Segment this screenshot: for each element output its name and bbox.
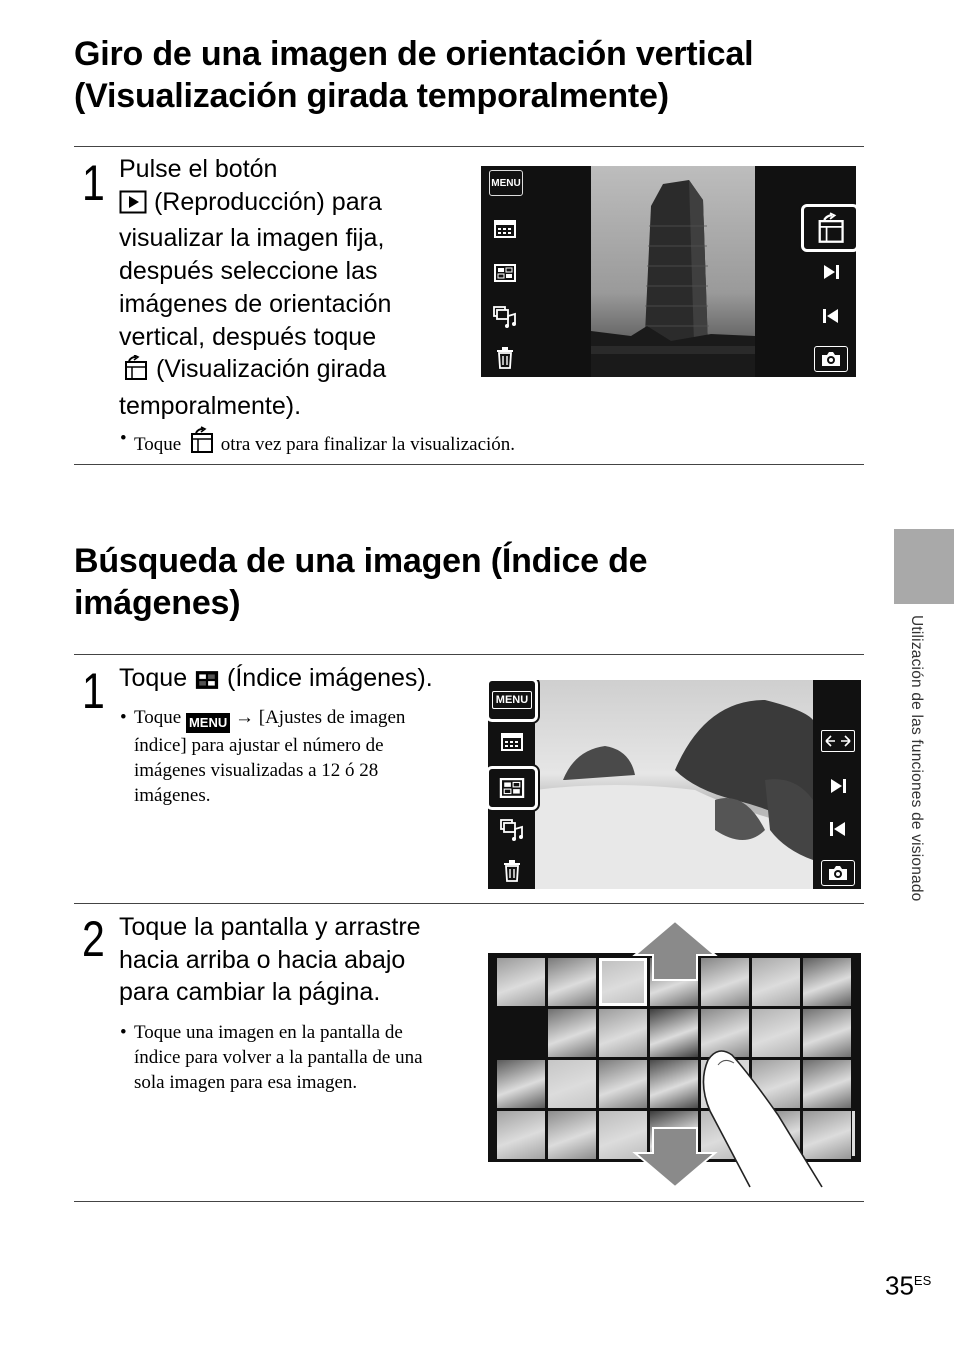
index-icon (194, 666, 220, 699)
previous-icon[interactable] (825, 816, 851, 842)
index-icon[interactable] (492, 260, 518, 286)
section1-title-line1: Giro de una imagen de orientación vertical (74, 35, 754, 73)
page-number: $35^{ES}$ (885, 1270, 932, 1301)
section1-title-line2: (Visualización girada temporalmente) (74, 77, 669, 115)
chapter-tab (894, 529, 954, 604)
thumbnail[interactable] (548, 1009, 596, 1057)
note-line: imágenes visualizadas a 12 ó 28 (134, 760, 379, 781)
trash-icon[interactable] (499, 858, 525, 884)
section2-title (74, 540, 874, 624)
thumbnail[interactable] (548, 1111, 596, 1159)
menu-button[interactable]: MENU (488, 680, 538, 722)
step-line: después seleccione las (119, 257, 378, 286)
page-language: ES (913, 1273, 932, 1288)
rotate-display-button[interactable] (801, 204, 856, 252)
section1-title (74, 33, 874, 117)
step-line: para cambiar la página. (119, 978, 381, 1007)
rotate-display-icon (119, 355, 149, 390)
left-right-arrows-icon[interactable] (821, 730, 855, 752)
chapter-side-label: Utilización de las funciones de visionado (908, 615, 925, 902)
step-line-with-icon: (Visualización girada (119, 353, 464, 390)
next-icon[interactable] (825, 773, 851, 799)
page-bottom-rule (74, 1201, 864, 1202)
section2-title-line2: imágenes) (74, 584, 241, 622)
note-line: índice] para ajustar el número de (134, 735, 384, 756)
thumbnail[interactable] (497, 1060, 545, 1108)
calendar-icon[interactable] (492, 216, 518, 242)
slideshow-music-icon[interactable] (492, 304, 518, 330)
thumbnail[interactable] (497, 1111, 545, 1159)
slideshow-music-icon[interactable] (499, 817, 525, 843)
bullet: • (120, 1022, 127, 1043)
note-line: sola imagen para esa imagen. (134, 1072, 358, 1093)
step-line: imágenes de orientación (119, 289, 392, 318)
building-photo (591, 166, 755, 377)
note-line: índice para volver a la pantalla de una (134, 1047, 423, 1068)
note-line: imágenes. (134, 785, 211, 806)
step-line: vertical, después toque (119, 322, 377, 351)
note-line: Toque una imagen en la pantalla de (134, 1022, 403, 1043)
scrollbar[interactable] (852, 1111, 855, 1156)
camera-mode-button[interactable] (821, 860, 855, 886)
section1-step1-text (119, 153, 464, 423)
section2-step-divider (74, 903, 864, 904)
previous-icon[interactable] (818, 303, 844, 329)
section1-top-rule (74, 146, 864, 147)
note-line-with-icon: Toque MENU → [Ajustes de imagen (134, 705, 484, 733)
calendar-icon[interactable] (499, 729, 525, 755)
up-down-arrow-icon (635, 921, 715, 1187)
rotate-display-icon (186, 426, 216, 461)
bullet: • (120, 707, 127, 728)
step-line: Toque la pantalla y arrastre (119, 913, 421, 941)
section1-note: • Toque otra vez para finalizar la visualización. (120, 426, 834, 461)
trash-icon[interactable] (492, 345, 518, 371)
section2-step1-note (120, 705, 484, 808)
menu-button[interactable]: MENU (489, 170, 523, 196)
index-button[interactable] (488, 766, 538, 810)
thumbnail[interactable] (548, 958, 596, 1006)
play-icon (119, 190, 147, 223)
section2-step2-text (119, 911, 484, 1009)
step-line: Pulse el botón (119, 155, 278, 183)
camera-screen-beach (488, 680, 861, 889)
beach-photo (535, 680, 813, 889)
drag-gesture-illustration (600, 915, 840, 1195)
section2-step2-note (120, 1020, 489, 1095)
thumbnail[interactable] (548, 1060, 596, 1108)
camera-screen-rotated-view (481, 166, 856, 377)
section2-top-rule (74, 654, 864, 655)
step-line-with-icon: (Reproducción) para (119, 186, 464, 223)
section2-step1-number: 1 (82, 663, 105, 719)
thumbnail[interactable] (497, 958, 545, 1006)
camera-mode-button[interactable] (814, 346, 848, 372)
section2-step2-number: 2 (82, 911, 105, 967)
section2-title-line1: Búsqueda de una imagen (Índice de (74, 542, 648, 580)
next-icon[interactable] (818, 259, 844, 285)
thumbnail[interactable] (497, 1009, 545, 1057)
step-line: visualizar la imagen fija, (119, 224, 385, 253)
step-line: temporalmente). (119, 391, 302, 420)
finger-icon (703, 1051, 822, 1187)
section1-step1-number: 1 (82, 155, 105, 211)
section1-bottom-rule (74, 464, 864, 465)
step-line: hacia arriba o hacia abajo (119, 945, 406, 974)
menu-icon: MENU (186, 713, 230, 733)
bullet: • (120, 428, 127, 449)
section2-step1-text: Toque (Índice imágenes). (119, 662, 479, 699)
